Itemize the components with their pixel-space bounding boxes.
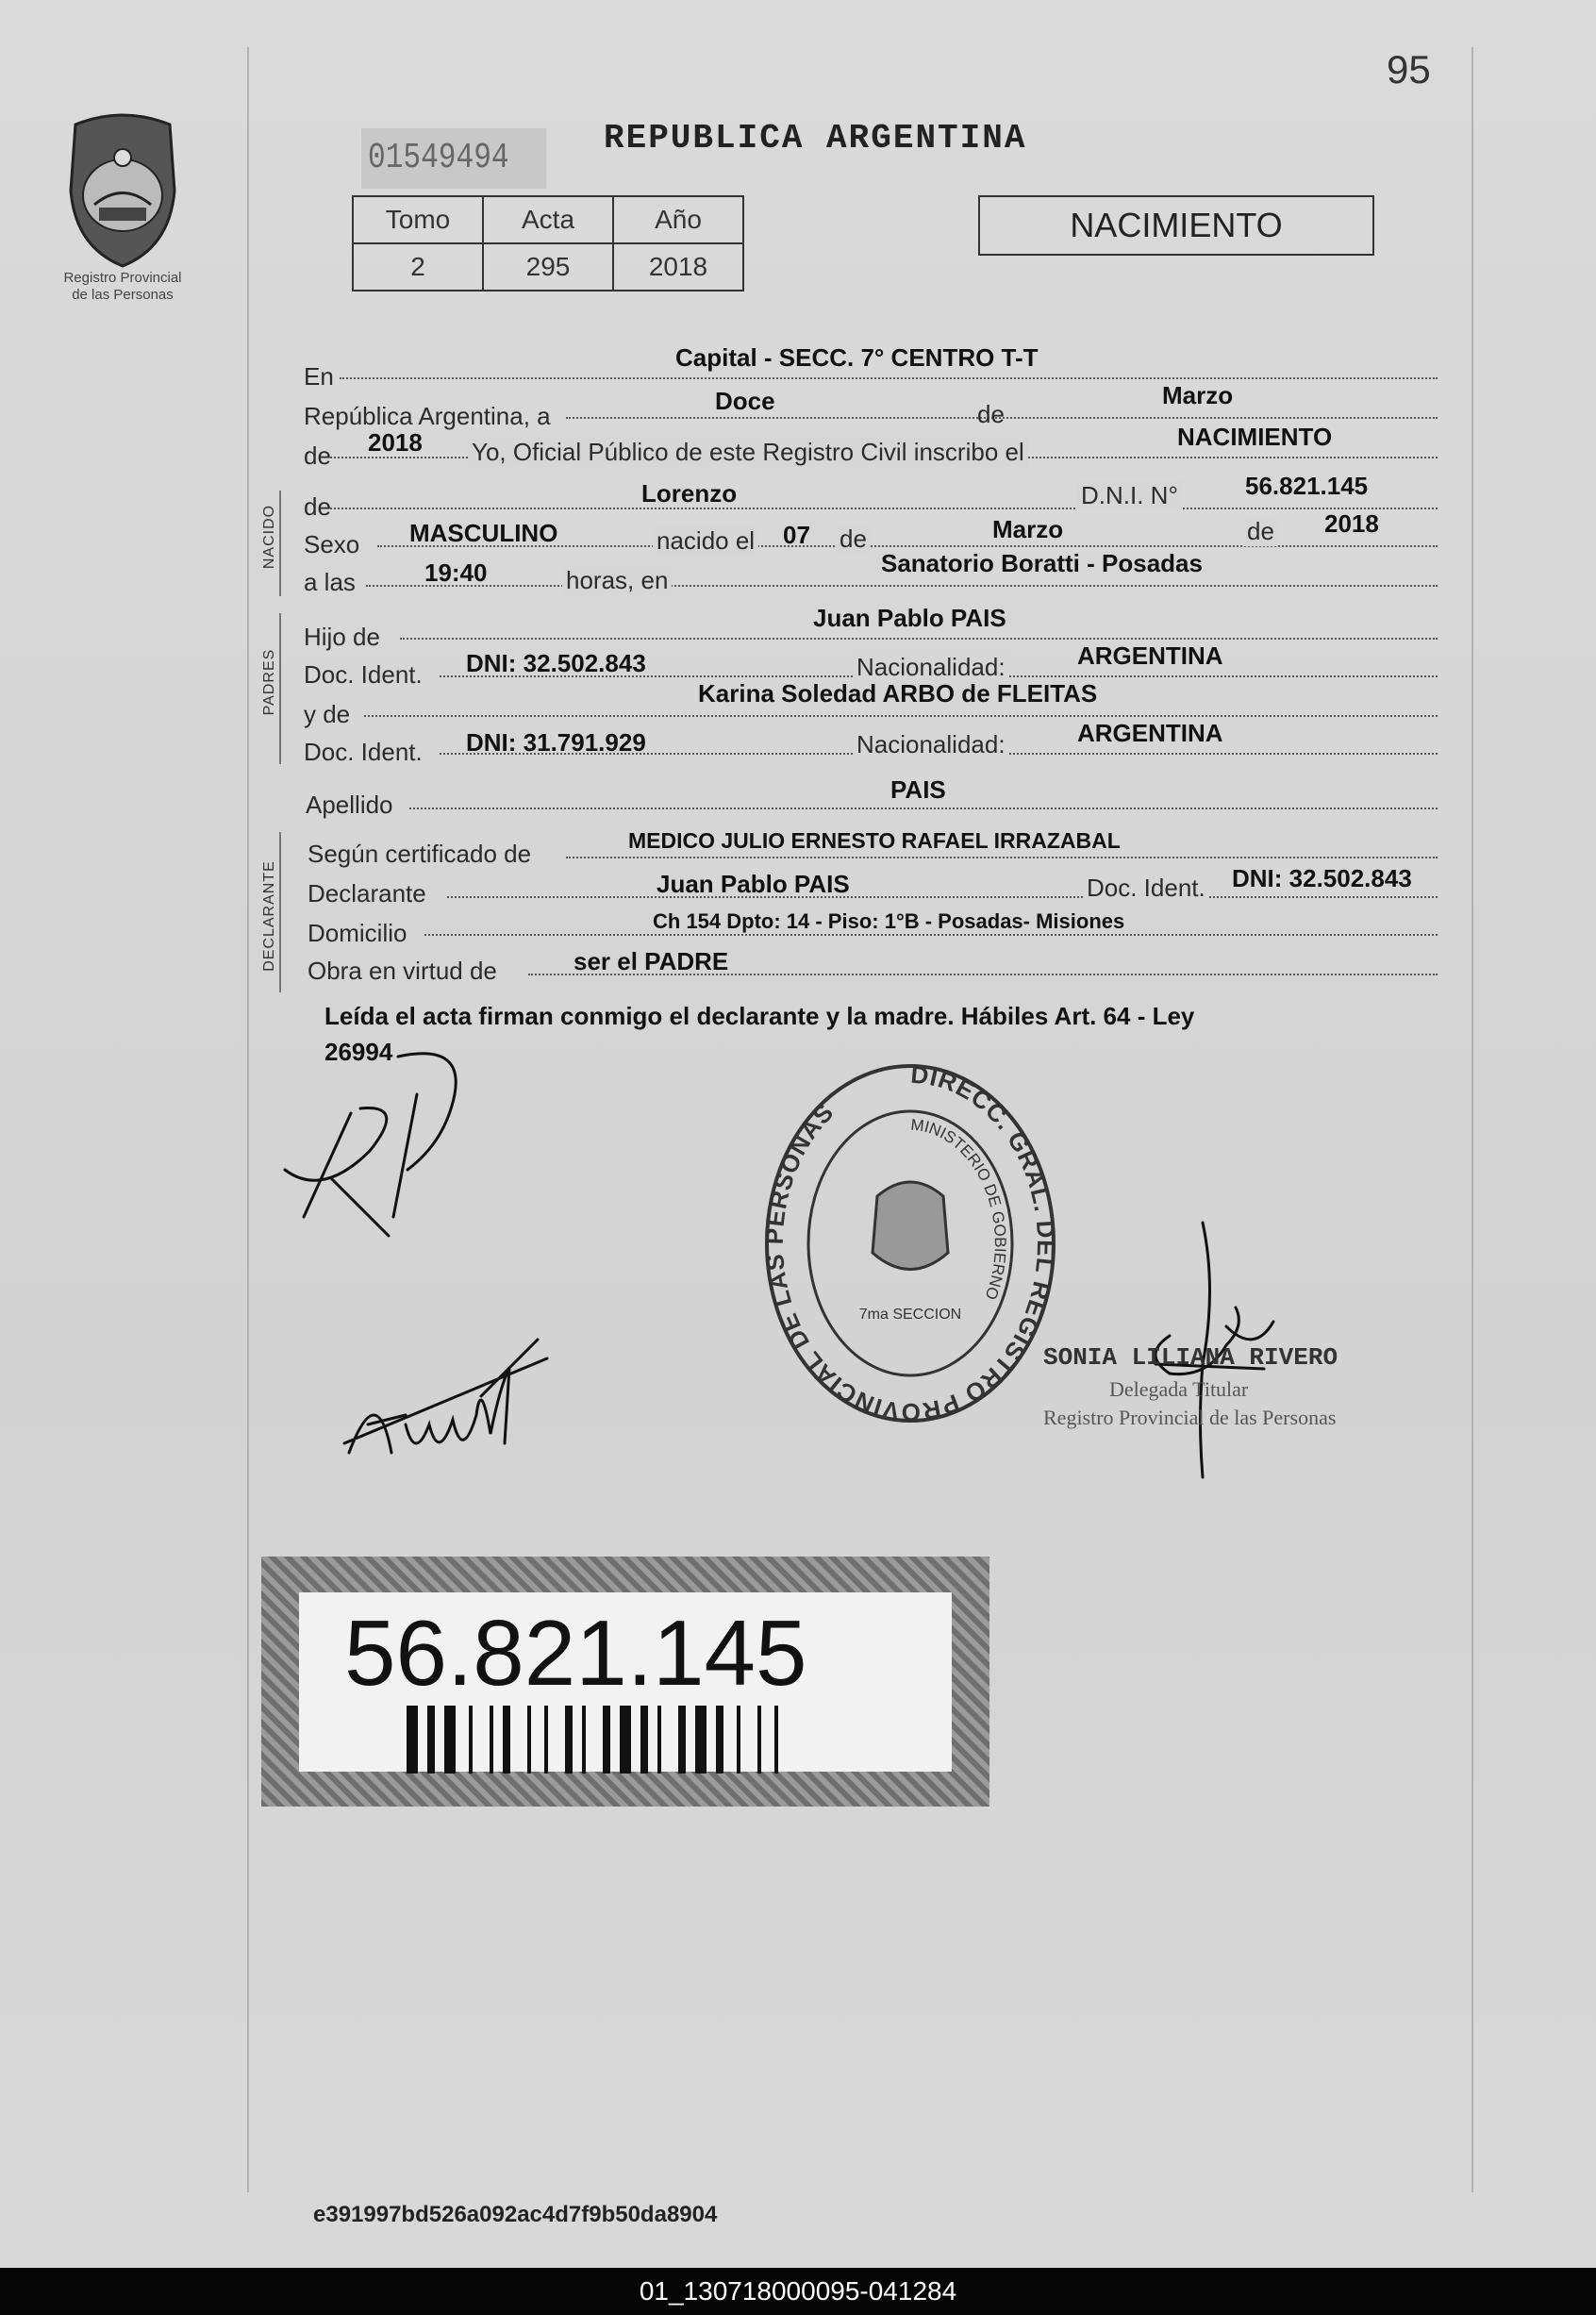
stamp-inner-text: MINISTERIO DE GOBIERNO <box>909 1115 1009 1303</box>
barcode-bar <box>695 1706 707 1774</box>
madre-value: Karina Soledad ARBO de FLEITAS <box>698 679 1098 708</box>
decl-doc-label: Doc. Ident. <box>1083 874 1209 903</box>
barcode-number: 56.821.145 <box>344 1601 807 1705</box>
de3-label: de <box>836 525 871 554</box>
dotted-line <box>364 715 1438 717</box>
barcode-bar <box>444 1706 456 1774</box>
barcode-label <box>261 1557 989 1807</box>
section-label-declarante: DECLARANTE <box>261 860 277 972</box>
barcode-bar <box>737 1706 740 1774</box>
record-type-box: NACIMIENTO <box>978 195 1374 256</box>
barcode-bar <box>678 1706 686 1774</box>
closing-line1: Leída el acta firman conmigo el declarante y la madre. Hábiles Art. 64 - Ley <box>324 1002 1195 1030</box>
barcode-bar <box>544 1706 548 1774</box>
sexo-label: Sexo <box>304 530 360 558</box>
table-header-acta: Acta <box>483 196 613 243</box>
section-label-padres: PADRES <box>261 648 277 716</box>
right-margin-line <box>1471 47 1473 2192</box>
republica-label: República Argentina, a <box>304 402 551 430</box>
certificado-value: MEDICO JULIO ERNESTO RAFAEL IRRAZABAL <box>628 828 1121 853</box>
barcode-bar <box>503 1706 510 1774</box>
barcode-bar <box>469 1706 473 1774</box>
table-value-anio: 2018 <box>613 243 743 291</box>
logo-caption <box>40 270 206 304</box>
doc-label: Doc. Ident. <box>304 738 423 766</box>
table-header-anio: Año <box>613 196 743 243</box>
acto-value: NACIMIENTO <box>1177 423 1333 451</box>
mes-value: Marzo <box>1162 381 1234 409</box>
obra-value: ser el PADRE <box>574 947 729 975</box>
lugar-nac-value: Sanatorio Boratti - Posadas <box>881 549 1203 577</box>
dotted-line <box>566 857 1438 858</box>
dotted-line <box>409 808 1438 809</box>
left-margin-line <box>247 47 249 2192</box>
nombre-label: de <box>304 492 331 521</box>
dotted-line <box>340 377 1438 379</box>
de-label: de <box>977 400 1005 428</box>
barcode-bar <box>603 1706 610 1774</box>
dia-value: Doce <box>715 387 775 415</box>
official-stamp <box>755 1055 1066 1432</box>
mother-signature <box>340 1321 566 1491</box>
nac-dia-value: 07 <box>783 521 810 549</box>
domicilio-value: Ch 154 Dpto: 14 - Piso: 1°B - Posadas- Misiones <box>653 909 1125 933</box>
doc-label: Doc. Ident. <box>304 660 423 689</box>
stamp-bottom-text: 7ma SECCION <box>858 1307 962 1323</box>
section-label-nacido: NACIDO <box>261 504 277 570</box>
serial-number: 01549494 <box>368 138 509 178</box>
barcode-bar <box>407 1706 418 1774</box>
closing-line2: 26994 <box>324 1038 393 1066</box>
nac-mes-value: Marzo <box>992 515 1064 543</box>
table-value-tomo: 2 <box>353 243 483 291</box>
barcode-bar <box>757 1706 761 1774</box>
official-title: Delegada Titular <box>1109 1377 1249 1401</box>
dotted-line <box>400 638 1438 640</box>
padre-doc-value: DNI: 32.502.843 <box>466 649 646 677</box>
nacionalidad-label: Nacionalidad: <box>853 730 1009 759</box>
official-name: SONIA LILIANA RIVERO <box>1043 1343 1338 1372</box>
decl-doc-value: DNI: 32.502.843 <box>1232 864 1412 892</box>
horas-label: horas, en <box>562 566 672 595</box>
apellido-label: Apellido <box>306 791 393 819</box>
nac-anio-value: 2018 <box>1324 509 1379 538</box>
anio-value: 2018 <box>368 428 423 457</box>
padre-nac-value: ARGENTINA <box>1077 641 1223 670</box>
barcode-bar <box>427 1706 435 1774</box>
registry-table <box>352 195 744 291</box>
page-number: 95 <box>1387 47 1431 92</box>
certificado-label: Según certificado de <box>308 840 532 868</box>
barcode-bar <box>527 1706 531 1774</box>
apellido-value: PAIS <box>890 775 946 804</box>
barcode-bar <box>657 1706 661 1774</box>
section-separator <box>279 491 281 596</box>
barcode-bar <box>640 1706 648 1774</box>
nombre-value: Lorenzo <box>641 479 738 508</box>
stamp-outer-text: DIRECC. GRAL. DEL REGISTRO PROVINCIAL DE LAS PERSONAS <box>759 1059 1061 1427</box>
dotted-line <box>447 896 1438 898</box>
madre-doc-value: DNI: 31.791.929 <box>466 728 646 757</box>
declarante-value: Juan Pablo PAIS <box>657 870 850 898</box>
logo-caption-line2: de las Personas <box>72 287 174 303</box>
barcode-inner <box>299 1592 952 1772</box>
nacido-label: nacido el <box>653 526 758 556</box>
footer-id: 01_130718000095-041284 <box>0 2268 1596 2315</box>
dni-value: 56.821.145 <box>1245 472 1369 500</box>
barcode-bar <box>490 1706 493 1774</box>
obra-label: Obra en virtud de <box>308 957 497 985</box>
declarante-label: Declarante <box>308 879 426 908</box>
table-value-acta: 295 <box>483 243 613 291</box>
barcode-bar <box>582 1706 586 1774</box>
section-separator <box>279 613 281 764</box>
madre-nac-value: ARGENTINA <box>1077 719 1223 747</box>
padre-value: Juan Pablo PAIS <box>813 604 1006 632</box>
hora-label: a las <box>304 568 356 596</box>
de4-label: de <box>1243 517 1278 546</box>
country-title: REPUBLICA ARGENTINA <box>604 119 1027 158</box>
barcode-bar <box>774 1706 778 1774</box>
dni-label: D.N.I. N° <box>1077 481 1182 510</box>
logo-caption-line1: Registro Provincial <box>63 270 182 286</box>
hijo-label: Hijo de <box>304 623 380 651</box>
yde-label: y de <box>304 700 351 728</box>
de2-label: de <box>304 441 331 470</box>
inscribo-label: Yo, Oficial Público de este Registro Civil inscribo el <box>468 438 1028 467</box>
nacionalidad-label: Nacionalidad: <box>853 653 1009 682</box>
hora-value: 19:40 <box>424 558 488 587</box>
barcode-bar <box>716 1706 723 1774</box>
document-hash: e391997bd526a092ac4d7f9b50da8904 <box>313 2202 718 2227</box>
dotted-line <box>366 585 1438 587</box>
declarant-signature <box>266 1038 492 1264</box>
dotted-line <box>424 934 1438 936</box>
lugar-value: Capital - SECC. 7° CENTRO T-T <box>675 343 1039 372</box>
table-header-tomo: Tomo <box>353 196 483 243</box>
province-crest-logo <box>47 106 198 275</box>
barcode-bar <box>620 1706 631 1774</box>
barcode-bars <box>407 1706 846 1774</box>
sexo-value: MASCULINO <box>409 519 558 547</box>
official-office: Registro Provincial de las Personas <box>1043 1406 1337 1429</box>
domicilio-label: Domicilio <box>308 919 407 947</box>
section-separator <box>279 832 281 992</box>
dotted-line <box>330 508 1438 509</box>
barcode-bar <box>565 1706 573 1774</box>
en-label: En <box>304 362 334 391</box>
